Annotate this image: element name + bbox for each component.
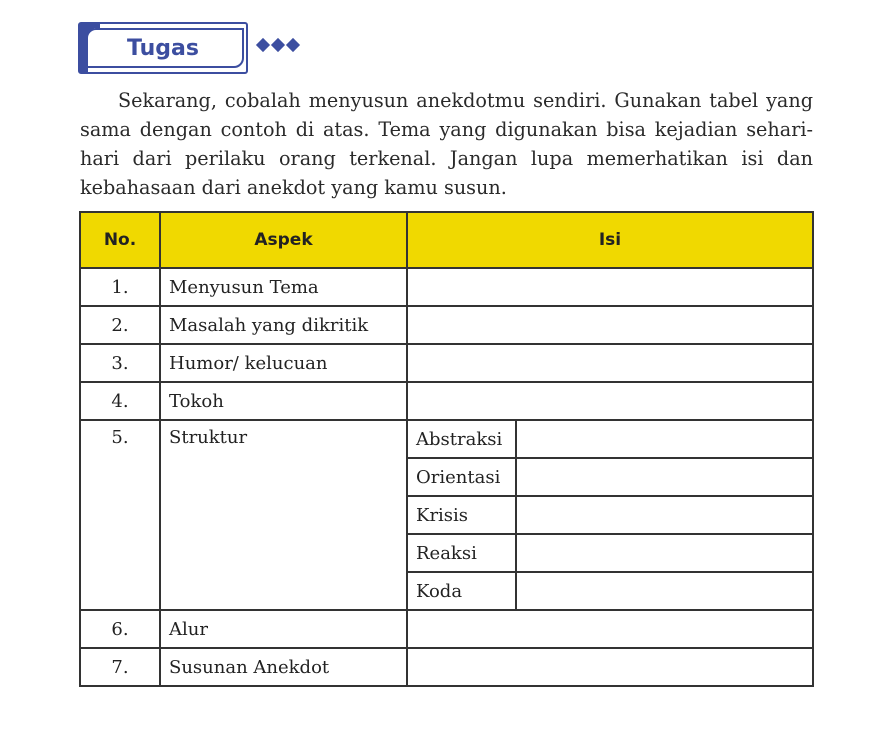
struktur-sub-blank[interactable] (516, 572, 813, 610)
table-row (80, 306, 813, 344)
diamond-icon (256, 38, 270, 52)
header-isi: Isi (407, 212, 813, 268)
row-number: 1. (80, 268, 160, 306)
row-isi-blank[interactable] (407, 344, 813, 382)
row-aspek: Alur (160, 610, 407, 648)
intro-line: sama dengan contoh di atas. Tema yang digunakan bisa kejadian sehari- (80, 118, 813, 141)
row-isi-blank[interactable] (407, 648, 813, 686)
intro-line: kebahasaan dari anekdot yang kamu susun. (80, 176, 507, 199)
struktur-sub-label: Krisis (407, 496, 516, 534)
table-row (80, 648, 813, 686)
row-aspek: Masalah yang dikritik (160, 306, 407, 344)
struktur-sub-blank[interactable] (516, 534, 813, 572)
row-aspek: Struktur (160, 420, 407, 610)
diamond-icon (271, 38, 285, 52)
table-row (80, 382, 813, 420)
row-aspek: Menyusun Tema (160, 268, 407, 306)
row-isi-blank[interactable] (407, 268, 813, 306)
header-no: No. (80, 212, 160, 268)
row-number: 7. (80, 648, 160, 686)
row-number: 6. (80, 610, 160, 648)
diamond-ornament (258, 40, 298, 50)
struktur-sub-blank[interactable] (516, 496, 813, 534)
tugas-label-box (78, 22, 248, 74)
anekdot-table (79, 211, 814, 687)
struktur-sub-label: Reaksi (407, 534, 516, 572)
table-row (80, 344, 813, 382)
diamond-icon (286, 38, 300, 52)
table-row (80, 610, 813, 648)
row-number: 4. (80, 382, 160, 420)
table-header-row (80, 212, 813, 268)
struktur-sub-label: Orientasi (407, 458, 516, 496)
intro-line: Sekarang, cobalah menyusun anekdotmu sendiri. Gunakan tabel yang (118, 89, 813, 112)
struktur-sub-label: Koda (407, 572, 516, 610)
row-aspek: Susunan Anekdot (160, 648, 407, 686)
row-aspek: Humor/ kelucuan (160, 344, 407, 382)
row-isi-blank[interactable] (407, 306, 813, 344)
row-aspek: Tokoh (160, 382, 407, 420)
intro-line: hari dari perilaku orang terkenal. Jangan lupa memerhatikan isi dan (80, 147, 813, 170)
struktur-sub-blank[interactable] (516, 458, 813, 496)
row-number: 5. (80, 420, 160, 610)
row-isi-blank[interactable] (407, 610, 813, 648)
header-aspek: Aspek (160, 212, 407, 268)
table-row (80, 268, 813, 306)
table-row (80, 420, 813, 458)
tugas-heading: Tugas (127, 36, 199, 61)
struktur-sub-label: Abstraksi (407, 420, 516, 458)
struktur-sub-blank[interactable] (516, 420, 813, 458)
row-isi-blank[interactable] (407, 382, 813, 420)
row-number: 2. (80, 306, 160, 344)
row-number: 3. (80, 344, 160, 382)
intro-paragraph (80, 86, 813, 202)
